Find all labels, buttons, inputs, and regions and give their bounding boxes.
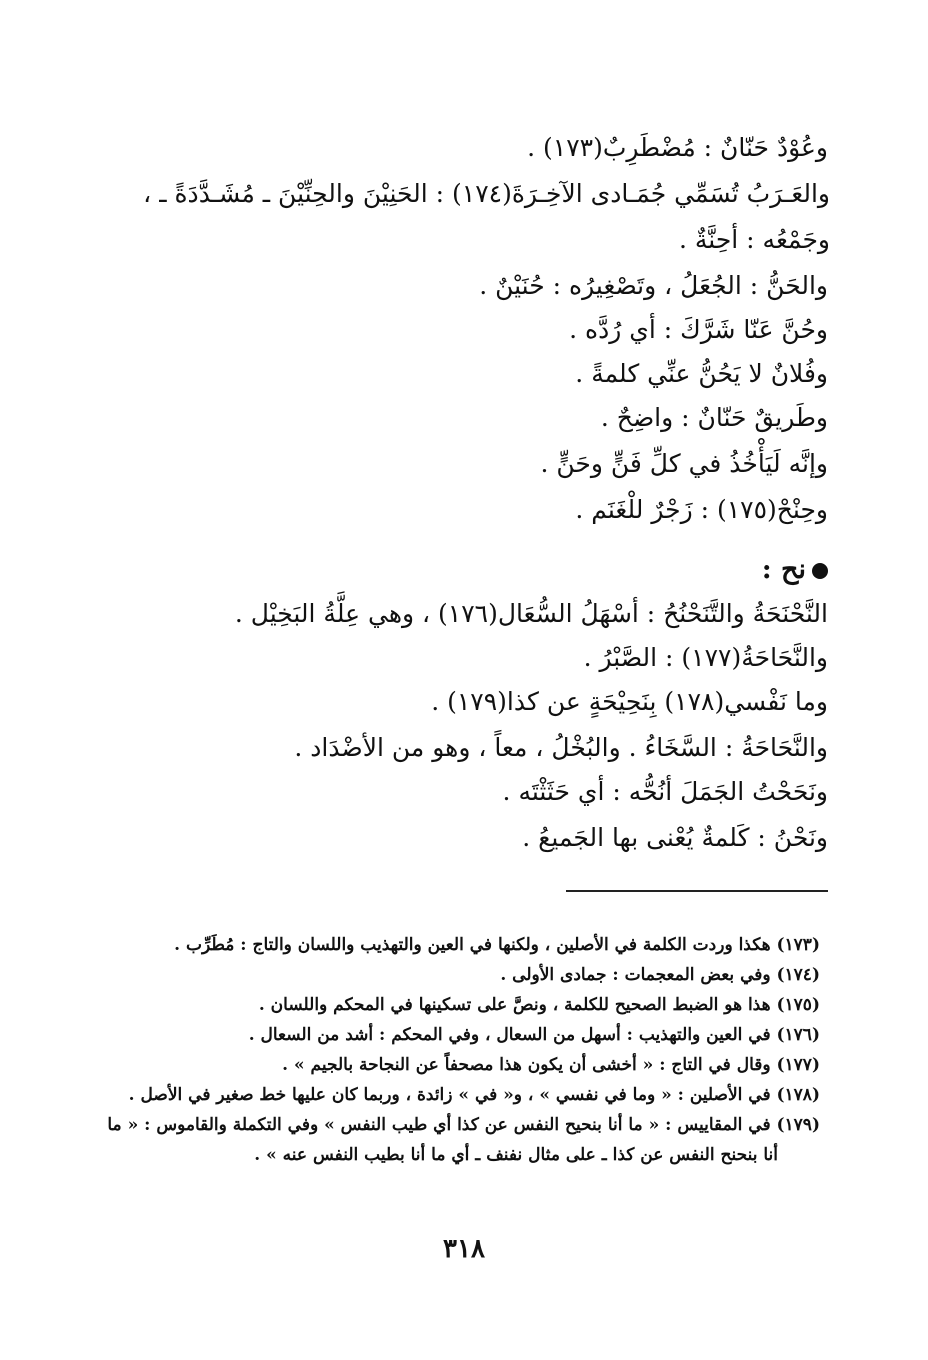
- entry-line: وإنَّه لَيَأْخُذُ في كلِّ فَنٍّ وحَنٍّ .: [540, 449, 828, 478]
- footnote: (١٧٥) هذا هو الضبط الصحيح للكلمة ، ونصَّ على تسكينها في المحكم واللسان .: [258, 995, 820, 1015]
- bullet-icon: [812, 563, 828, 579]
- footnote: (١٧٩) في المقاييس : « ما أنا بنحيح النفس عن كذا أي طيب النفس » وفي التكملة والقاموس : « ما: [107, 1115, 820, 1135]
- entry-line: وطَريقٌ حَنّانٌ : واضِحٌ .: [600, 403, 828, 432]
- entry-line: وحُنَّ عَنّا شَرَّكَ : أي رُدَّه .: [569, 315, 828, 344]
- entry-line: والنَّحَاحَةُ(١٧٧) : الصَّبْرُ .: [583, 643, 828, 672]
- footnote-continuation: أنا بنحنح النفس عن كذا ـ على مثال نفنف ـ أي ما أنا بطيب النفس عنه » .: [254, 1145, 778, 1165]
- footnote: (١٧٦) في العين والتهذيب : أسهل من السعال ، وفي المحكم : أشد من السعال .: [248, 1025, 820, 1045]
- entry-line: ونَحَحْتُ الجَمَلَ أنُحُّه : أي حَثَثْتَه .: [502, 777, 828, 806]
- footnote: (١٧٨) في الأصلين : « وما في نفسي » ، و« في » زائدة ، وربما كان عليها خط صغير في الأصل .: [128, 1085, 820, 1105]
- entry-line: وما نَفْسي(١٧٨) بِنَحِيْحَةٍ عن كذا(١٧٩) .: [431, 687, 828, 716]
- section-heading-text: نح :: [761, 554, 806, 585]
- section-heading: [762, 552, 828, 588]
- footnote: (١٧٣) هكذا وردت الكلمة في الأصلين ، ولكنها في العين والتهذيب واللسان والتاج : مُطَرِّب .: [174, 935, 820, 955]
- entry-line: ونَحْنُ : كَلمةٌ يُعْنى بها الجَميعُ .: [522, 823, 828, 852]
- entry-line: وعُوْدٌ حَنّانٌ : مُضْطَرِبٌ(١٧٣) .: [527, 133, 828, 162]
- entry-line: وجَمْعُه : أحِنَّةٌ .: [678, 225, 830, 254]
- entry-line: والنَّحَاحَةُ : السَّخَاءُ . والبُخْلُ ، معاً ، وهو من الأضْدَاد .: [294, 733, 828, 762]
- footnote-separator: [566, 890, 828, 892]
- entry-line: والحَنُّ : الجُعَلُ ، وتَصْغِيرُه : حُنَيْنٌ .: [479, 271, 828, 300]
- entry-line: وفُلانٌ لا يَحُنُّ عنِّي كلمةً .: [575, 359, 828, 388]
- page-number: ٣١٨: [443, 1234, 485, 1264]
- entry-line: وحِنْحْ(١٧٥) : زَجْرٌ للْغَنَم .: [575, 495, 828, 524]
- footnote: (١٧٧) وقال في التاج : « أخشى أن يكون هذا مصحفاً عن النجاحة بالجيم » .: [282, 1055, 820, 1075]
- footnote: (١٧٤) وفي بعض المعجمات : جمادى الأولى .: [500, 965, 820, 985]
- entry-line: النَّحْنَحَةُ والتَّنَحْنُحُ : أسْهَلُ السُّعَال(١٧٦) ، وهي عِلَّةُ البَخِيْل .: [234, 599, 828, 628]
- entry-line: والعَـرَبُ تُسَمِّي جُمَـادى الآخِـرَةَ(١٧٤) : الحَنِيْنَ والحِنِّيْنَ ـ مُشَـدَّدَةً ـ ،: [143, 179, 830, 208]
